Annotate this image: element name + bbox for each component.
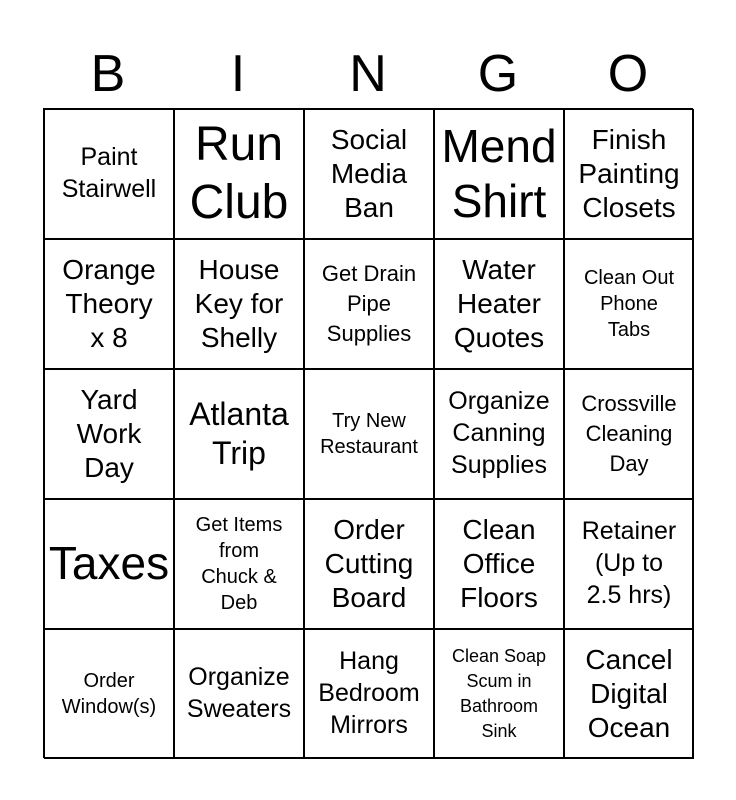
cell-label: Taxes (48, 537, 170, 590)
bingo-cell[interactable] (564, 499, 694, 629)
header-letter-i: I (230, 45, 246, 103)
cell-label: Cancel Digital Ocean (585, 643, 673, 744)
cell-label: Organize Canning Supplies (448, 387, 550, 479)
header-letter-b: B (90, 45, 126, 103)
bingo-cell[interactable] (434, 109, 564, 239)
cell-label: Order Window(s) (61, 670, 157, 718)
cell-label: Paint Stairwell (61, 143, 157, 203)
bingo-cell[interactable] (304, 109, 434, 239)
bingo-cell[interactable] (564, 239, 694, 369)
cell-label: Social Media Ban (330, 123, 408, 224)
bingo-cell[interactable] (434, 369, 564, 499)
bingo-cell[interactable] (44, 109, 174, 239)
bingo-cell[interactable] (564, 629, 694, 759)
cell-label: Retainer (Up to 2.5 hrs) (581, 517, 677, 609)
header-letter-o: O (607, 45, 649, 103)
cell-label: Atlanta Trip (189, 395, 289, 471)
cell-label: Order Cutting Board (324, 513, 414, 614)
bingo-cell[interactable] (44, 629, 174, 759)
bingo-cell[interactable] (44, 369, 174, 499)
header-letter-n: N (349, 45, 387, 103)
bingo-cell[interactable] (434, 629, 564, 759)
cell-label: Run Club (189, 118, 289, 229)
cell-label: Organize Sweaters (186, 663, 292, 723)
cell-label: Yard Work Day (76, 383, 142, 484)
cell-label: Clean Out Phone Tabs (583, 267, 675, 341)
bingo-board (43, 108, 693, 758)
cell-label: Water Heater Quotes (453, 253, 545, 354)
cell-label: Clean Soap Scum in Bathroom Sink (451, 645, 547, 742)
bingo-cell[interactable] (304, 369, 434, 499)
bingo-cell[interactable] (174, 239, 304, 369)
cell-label: Get Drain Pipe Supplies (321, 261, 417, 346)
bingo-cell[interactable] (304, 629, 434, 759)
bingo-cell[interactable] (434, 239, 564, 369)
bingo-cell[interactable] (564, 369, 694, 499)
cell-label: Orange Theory x 8 (62, 253, 156, 354)
cell-label: Hang Bedroom Mirrors (318, 647, 420, 739)
bingo-cell[interactable] (564, 109, 694, 239)
bingo-cell[interactable] (44, 499, 174, 629)
cell-label: Crossville Cleaning Day (581, 391, 677, 476)
bingo-cell[interactable] (174, 109, 304, 239)
header-letter-g: G (477, 45, 519, 103)
bingo-cell[interactable] (44, 239, 174, 369)
cell-label: Clean Office Floors (460, 513, 538, 614)
bingo-cell[interactable] (304, 239, 434, 369)
bingo-cell[interactable] (174, 499, 304, 629)
cell-label: Mend Shirt (441, 119, 557, 227)
cell-label: Try New Restaurant (320, 410, 418, 458)
cell-label: Finish Painting Closets (578, 123, 680, 224)
bingo-header (43, 40, 693, 108)
bingo-cell[interactable] (174, 369, 304, 499)
bingo-cell[interactable] (304, 499, 434, 629)
bingo-cell[interactable] (434, 499, 564, 629)
cell-label: House Key for Shelly (194, 253, 284, 354)
cell-label: Get Items from Chuck & Deb (195, 514, 283, 614)
bingo-cell[interactable] (174, 629, 304, 759)
